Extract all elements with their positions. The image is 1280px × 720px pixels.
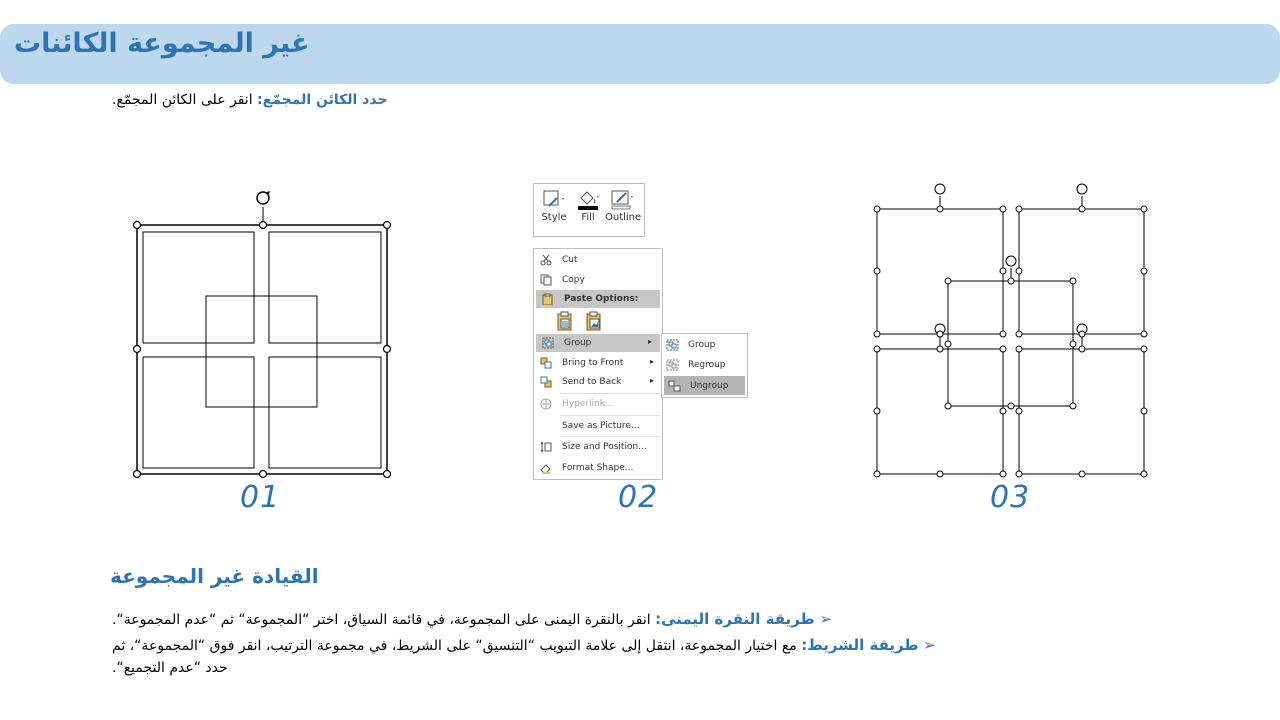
hyperlink-icon bbox=[540, 398, 552, 410]
outline-label: Outline bbox=[605, 212, 642, 223]
submenu-arrow-icon: ▸ bbox=[649, 357, 654, 366]
clipboard-icon bbox=[542, 293, 554, 305]
menu-item-group[interactable]: Group ▸ bbox=[536, 334, 660, 352]
page-title: غير المجموعة الكائنات bbox=[14, 28, 310, 59]
submenu-item-group[interactable]: Group bbox=[662, 335, 747, 354]
outline-button[interactable] bbox=[605, 188, 642, 223]
figure-ungrouped bbox=[866, 180, 1156, 485]
intro-lead: حدد الكائن المجمّع: bbox=[257, 92, 388, 108]
style-label: Style bbox=[541, 212, 567, 223]
fill-label: Fill bbox=[581, 212, 595, 223]
outline-pen-icon bbox=[609, 188, 635, 210]
ungroup-icon bbox=[668, 380, 681, 392]
fill-bucket-icon bbox=[575, 188, 601, 210]
copy-icon bbox=[540, 274, 552, 286]
menu-divider bbox=[560, 415, 660, 416]
fill-button[interactable] bbox=[571, 188, 605, 223]
figure-number-2: 02 bbox=[618, 480, 659, 515]
arrow-bullet-icon: ➢ bbox=[814, 610, 832, 628]
bullet-ribbon-continued: حدد “عدم التجميع“. bbox=[112, 660, 228, 676]
group-icon bbox=[666, 339, 679, 351]
menu-item-save-as-picture[interactable]: Save as Picture... bbox=[562, 421, 640, 431]
submenu-item-regroup[interactable]: Regroup bbox=[662, 355, 747, 374]
menu-item-send-to-back[interactable]: Send to Back ▸ bbox=[534, 373, 662, 391]
paste-options-header: Paste Options: bbox=[536, 290, 660, 308]
context-menu bbox=[533, 248, 663, 480]
arrow-bullet-icon: ➢ bbox=[918, 636, 936, 654]
paste-keep-formatting-button[interactable] bbox=[556, 311, 574, 331]
menu-item-cut[interactable]: Cut bbox=[534, 251, 662, 269]
menu-item-format-shape[interactable]: Format Shape... bbox=[534, 459, 662, 477]
send-to-back-icon bbox=[540, 376, 552, 388]
figure-number-3: 03 bbox=[990, 480, 1031, 515]
menu-item-copy[interactable]: Copy bbox=[534, 271, 662, 289]
bullet-right-click: ➢ طريقة النقرة اليمنى: انقر بالنقرة اليمنى على المجموعة، في قائمة السياق، اختر “المجموعة“ ثم “عدم المجموعة“. bbox=[112, 610, 832, 628]
submenu-arrow-icon: ▸ bbox=[649, 376, 654, 385]
menu-divider bbox=[560, 436, 660, 437]
figure-number-1: 01 bbox=[240, 480, 281, 515]
group-submenu bbox=[661, 333, 748, 398]
menu-item-bring-to-front[interactable]: Bring to Front ▸ bbox=[534, 354, 662, 372]
paste-picture-button[interactable] bbox=[585, 311, 603, 331]
style-button[interactable] bbox=[537, 188, 571, 223]
submenu-item-ungroup[interactable]: Ungroup bbox=[664, 376, 745, 395]
format-shape-icon bbox=[540, 462, 552, 474]
intro-text: انقر على الكائن المجمّع. bbox=[112, 92, 258, 108]
menu-divider bbox=[560, 393, 660, 394]
group-icon bbox=[542, 337, 554, 349]
scissors-icon bbox=[540, 254, 552, 266]
submenu-arrow-icon: ▸ bbox=[647, 337, 652, 346]
menu-item-hyperlink[interactable]: Hyperlink... bbox=[534, 395, 662, 413]
paste-picture-icon bbox=[585, 311, 603, 331]
figure-grouped bbox=[125, 185, 400, 485]
intro-line bbox=[112, 92, 388, 108]
paste-icon bbox=[556, 311, 574, 331]
bring-to-front-icon bbox=[540, 357, 552, 369]
menu-item-size-and-position[interactable]: Size and Position... bbox=[534, 438, 662, 456]
regroup-icon bbox=[666, 359, 679, 371]
style-icon bbox=[541, 188, 567, 210]
size-position-icon bbox=[540, 441, 552, 453]
section-title: القيادة غير المجموعة bbox=[110, 564, 319, 588]
mini-toolbar bbox=[533, 183, 645, 237]
bullet-ribbon: ➢ طريقة الشريط: مع اختيار المجموعة، انتقل إلى علامة التبويب “التنسيق“ على الشريط، في مجموعة الترتيب، انقر فوق “المجموعة“، ثم bbox=[112, 636, 936, 654]
